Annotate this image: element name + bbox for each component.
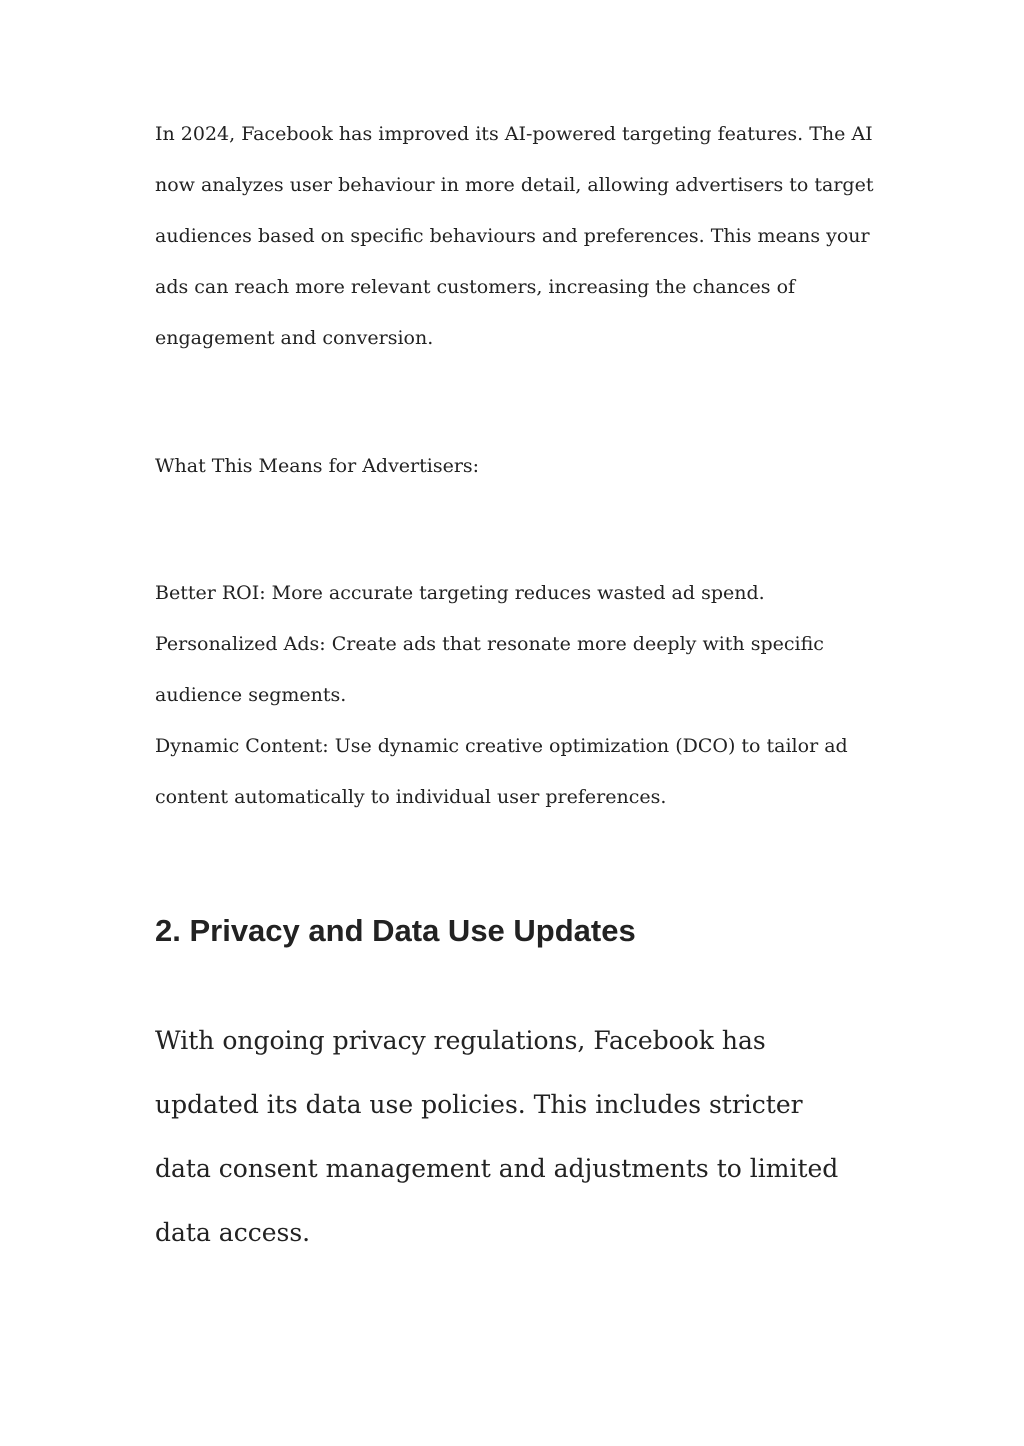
list-item: Dynamic Content: Use dynamic creative optimization (DCO) to tailor ad content automatically to individual user preferences. — [155, 735, 848, 808]
advertisers-subheading: What This Means for Advertisers: — [155, 455, 480, 477]
list-item: Personalized Ads: Create ads that resonate more deeply with specific audience segments. — [155, 633, 824, 706]
benefits-list — [155, 568, 885, 823]
section-heading: 2. Privacy and Data Use Updates — [155, 913, 636, 948]
list-item: Better ROI: More accurate targeting reduces wasted ad spend. — [155, 582, 765, 604]
section-paragraph: With ongoing privacy regulations, Facebook has updated its data use policies. This includes stricter data consent management and adjustments to limited data access. — [155, 1026, 839, 1247]
intro-paragraph: In 2024, Facebook has improved its AI-powered targeting features. The AI now analyzes user behaviour in more detail, allowing advertisers to target audiences based on specific behaviours and preferences. This means your ads can reach more relevant customers, increasing the chances of engagement and conversion. — [155, 123, 874, 349]
